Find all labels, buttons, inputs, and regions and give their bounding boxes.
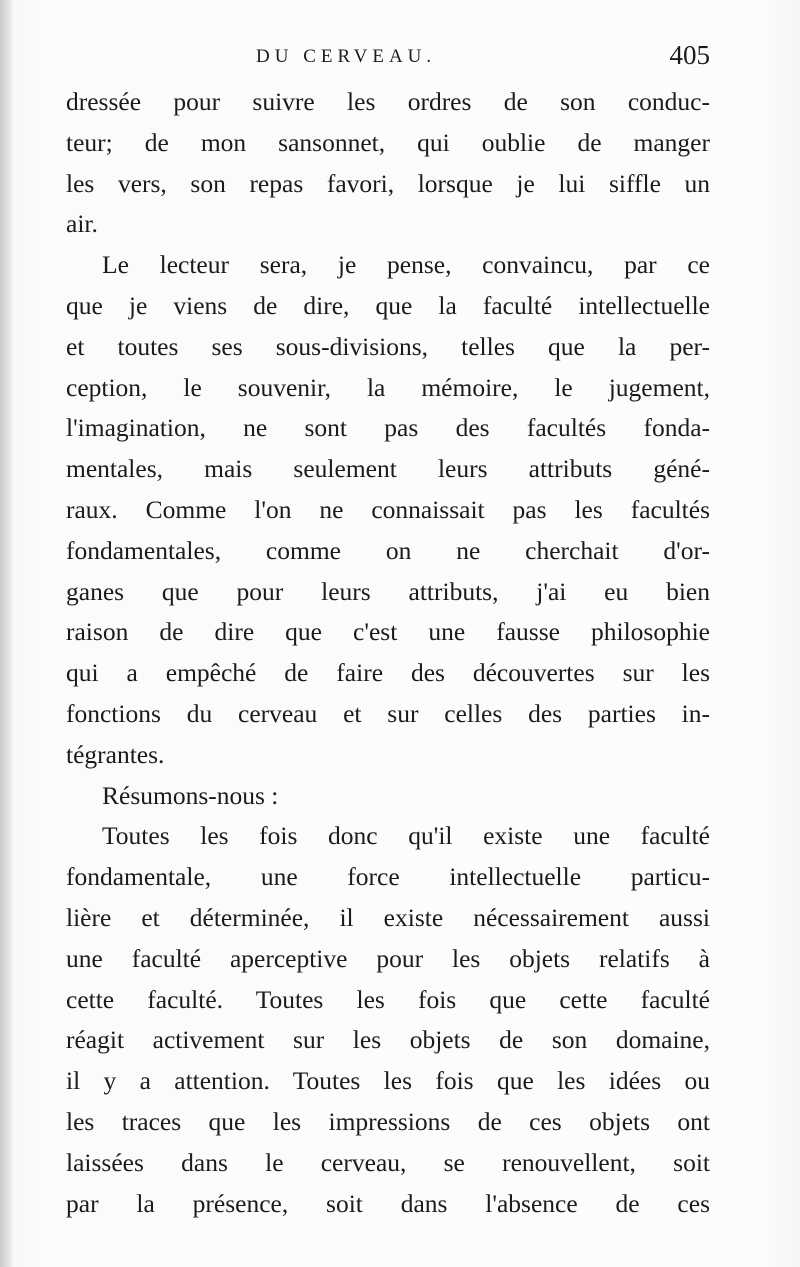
- running-title: DU CERVEAU.: [256, 46, 437, 67]
- text-line: l'imagination, ne sont pas des facultés fonda-: [66, 413, 710, 443]
- text-line: par la présence, soit dans l'absence de ces: [66, 1188, 710, 1218]
- page-header: [66, 40, 710, 78]
- text-line: fondamentales, comme on ne cherchait d'or-: [66, 535, 710, 565]
- text-line: laissées dans le cerveau, se renouvellent, soit: [66, 1147, 710, 1177]
- text-line: les traces que les impressions de ces objets ont: [66, 1106, 710, 1136]
- text-line: que je viens de dire, que la faculté intellectuelle: [66, 290, 710, 320]
- text-line: qui a empêché de faire des découvertes sur les: [66, 658, 710, 688]
- text-line: mentales, mais seulement leurs attributs géné-: [66, 454, 710, 484]
- text-line: les vers, son repas favori, lorsque je lui siffle un: [66, 168, 710, 198]
- text-line: une faculté aperceptive pour les objets relatifs à: [66, 943, 710, 973]
- text-line: ganes que pour leurs attributs, j'ai eu bien: [66, 576, 710, 606]
- text-line: air.: [66, 209, 98, 239]
- text-line: ception, le souvenir, la mémoire, le jugement,: [66, 372, 710, 402]
- text-line: réagit activement sur les objets de son domaine,: [66, 1025, 710, 1055]
- paragraph-first-line: Le lecteur sera, je pense, convaincu, par ce: [102, 250, 710, 280]
- paragraph-first-line: Résumons-nous :: [102, 780, 279, 810]
- text-line: teur; de mon sansonnet, qui oublie de manger: [66, 127, 710, 157]
- text-line: tégrantes.: [66, 739, 165, 769]
- body-text: [66, 82, 710, 1224]
- text-line: raux. Comme l'on ne connaissait pas les facultés: [66, 494, 710, 524]
- text-line: lière et déterminée, il existe nécessairement aussi: [66, 902, 710, 932]
- paragraph-first-line: Toutes les fois donc qu'il existe une faculté: [102, 821, 710, 851]
- text-line: cette faculté. Toutes les fois que cette faculté: [66, 984, 710, 1014]
- text-line: il y a attention. Toutes les fois que les idées ou: [66, 1066, 710, 1096]
- text-line: dressée pour suivre les ordres de son conduc-: [66, 87, 710, 116]
- text-line: fondamentale, une force intellectuelle particu-: [66, 862, 710, 892]
- text-line: et toutes ses sous-divisions, telles que la per-: [66, 331, 710, 361]
- page-number: 405: [669, 40, 710, 70]
- text-line: fonctions du cerveau et sur celles des parties in-: [66, 698, 710, 728]
- text-line: raison de dire que c'est une fausse philosophie: [66, 617, 710, 647]
